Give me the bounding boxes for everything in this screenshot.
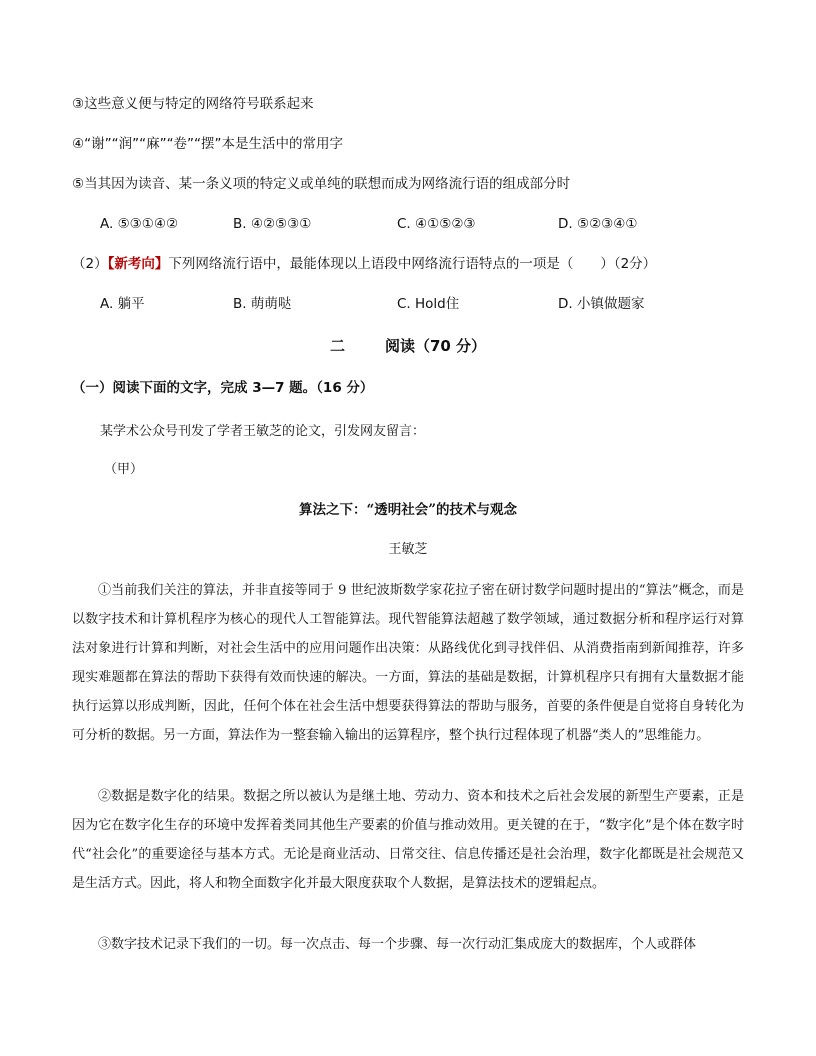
section-heading [0,336,816,356]
question-2-number: （2） [72,256,108,272]
article-paragraph-1: ①当前我们关注的算法，并非直接等同于 9 世纪波斯数学家花拉子密在研讨数学问题时提出的“算法”概念，而是以数字技术和计算机程序为核心的现代人工智能算法。现代智能算法超越了数学领域，通过数据分析和程序运行对算法对象进行计算和判断，对社会生活中的应用问题作出决策：从路线优化到寻找伴侣、从消费指南到新闻推荐，许多现实难题都在算法的帮助下获得有效而快速的解决。一方面，算法的基础是数据，计算机程序只有拥有大量数据才能执行运算以形成判断，因此，任何个体在社会生活中想要获得算法的帮助与服务，首要的条件便是自觉将自身转化为可分析的数据。另一方面，算法作为一整套输入输出的运算程序，整个执行过程体现了机器“类人的”思维能力。 [72,583,744,743]
intro-text: 某学术公众号刊发了学者王敏芝的论文，引发网友留言： [100,424,426,439]
question-2-text: 下列网络流行语中，最能体现以上语段中网络流行语特点的一项是（ ）（2分） [168,256,657,272]
sentence-item-3: ③这些意义便与特定的网络符号联系起来 [72,96,314,112]
option-d: D. ⑤②③④① [558,216,638,232]
article-paragraph-2: ②数据是数字化的结果。数据之所以被认为是继土地、劳动力、资本和技术之后社会发展的新型生产要素，正是因为它在数字化生存的环境中发挥着类同其他生产要素的价值与推动效用。更关键的在于，“数字化”是个体在数字时代“社会化”的重要途径与基本方式。无论是商业活动、日常交往、信息传播还是社会治理，数字化都既是社会规范又是生活方式。因此，将人和物全面数字化并最大限度获取个人数据，是算法技术的逻辑起点。 [72,789,744,891]
article-title: 算法之下：“透明社会”的技术与观念 [298,502,518,518]
sentence-item-5: ⑤当其因为读音、某一条义项的特定义或单纯的联想而成为网络流行语的组成部分时 [72,176,571,192]
question-2 [72,254,656,274]
section-number: 二 [329,337,345,355]
sentence-item-4: ④“谢”“润”“麻”“卷”“摆”本是生活中的常用字 [72,136,344,152]
option-b: B. ④②⑤③① [233,216,312,232]
option-c: C. ④①⑤②③ [397,216,476,232]
option-a: A. ⑤③①④② [100,216,179,232]
option-d: D. 小镇做题家 [558,296,645,312]
new-direction-tag: 【新考向】 [107,256,169,272]
subsection-heading: （一）阅读下面的文字，完成 3—7 题。（16 分） [72,380,374,396]
option-b: B. 萌萌哒 [233,296,292,312]
article-paragraph-3: ③数字技术记录下我们的一切。每一次点击、每一个步骤、每一次行动汇集成庞大的数据库，个人或群体 [98,937,697,952]
option-a: A. 躺平 [100,296,145,312]
passage-label: （甲） [104,462,144,477]
option-c: C. Hold住 [397,296,460,312]
article-author: 王敏芝 [388,542,428,557]
section-title: 阅读（70 分） [384,337,487,355]
